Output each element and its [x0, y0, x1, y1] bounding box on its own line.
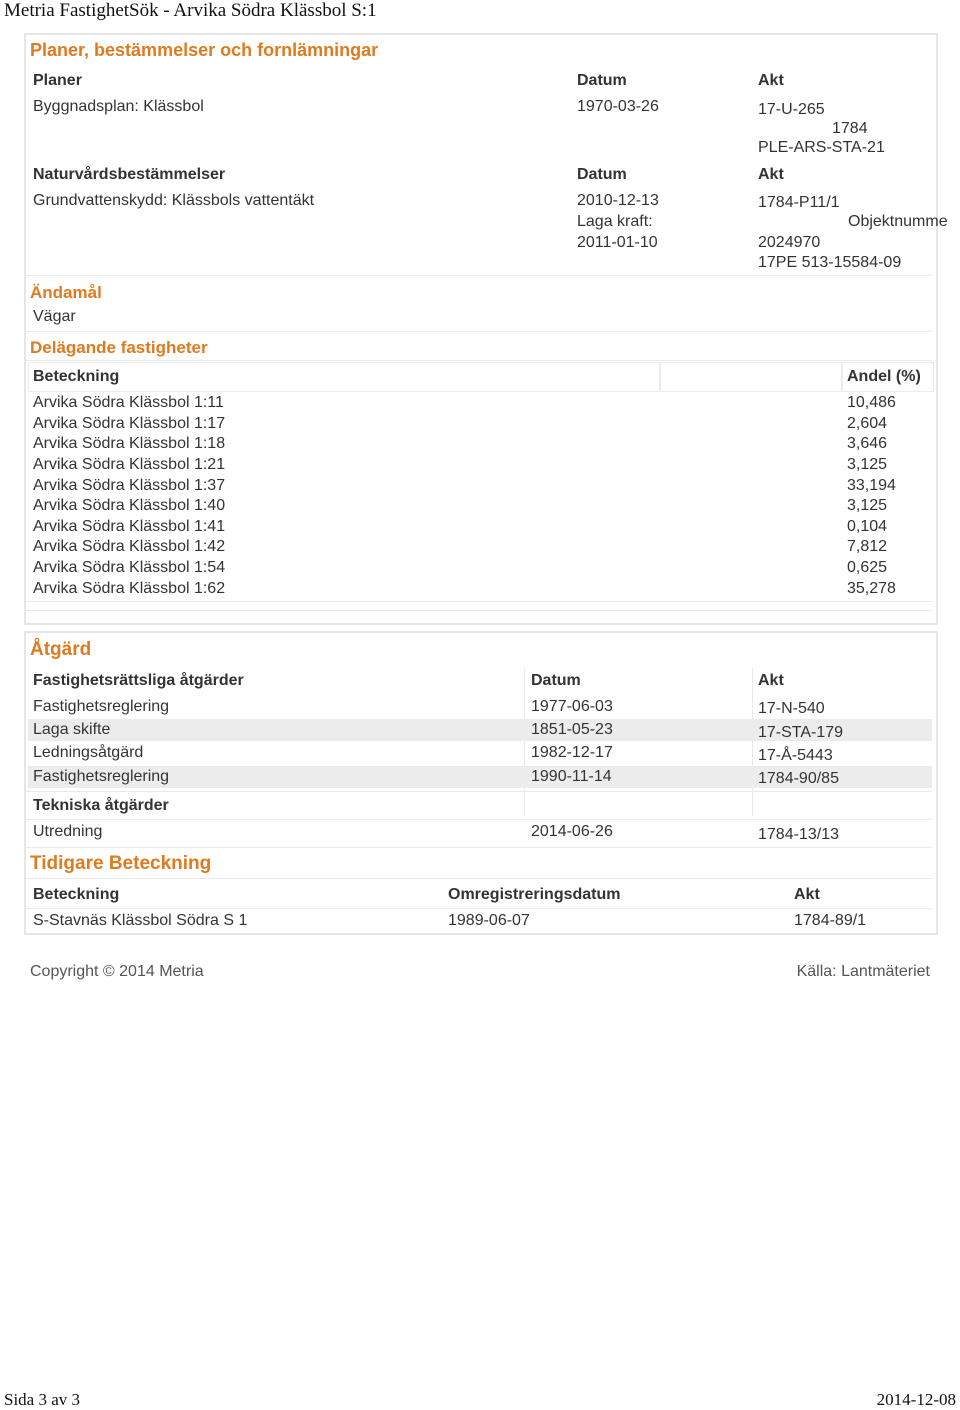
- plan-date: 1970-03-26: [577, 98, 659, 115]
- divider: [26, 791, 932, 792]
- atgard-title: Åtgärd: [30, 639, 92, 660]
- planer-header-name: Planer: [33, 72, 82, 89]
- column-divider: [524, 668, 525, 816]
- natur-laga-label: Laga kraft:: [577, 213, 653, 230]
- delagande-row-share: 3,646: [847, 435, 888, 452]
- fr-row-akt: 17-N-540: [758, 700, 825, 717]
- delagande-row-name: Arvika Södra Klässbol 1:11: [33, 394, 224, 411]
- divider: [26, 847, 932, 848]
- tidigare-header-akt: Akt: [794, 886, 820, 903]
- natur-akt-2: 2024970: [758, 234, 821, 251]
- delagande-row-share: 33,194: [847, 477, 896, 494]
- fr-row-name: Ledningsåtgärd: [33, 744, 144, 761]
- natur-laga-date: 2011-01-10: [577, 234, 658, 251]
- natur-akt-1: 1784-P11/1: [758, 194, 840, 211]
- delagande-row-share: 2,604: [847, 415, 888, 432]
- fr-row-date: 1851-05-23: [531, 721, 613, 738]
- delagande-row-share: 35,278: [847, 580, 896, 597]
- divider: [26, 275, 932, 276]
- fr-row-akt: 1784-90/85: [758, 770, 839, 787]
- tidigare-header-datum: Omregistreringsdatum: [448, 886, 621, 903]
- fr-header-datum: Datum: [531, 672, 581, 689]
- tekniska-date: 2014-06-26: [531, 823, 613, 840]
- delagande-row-name: Arvika Södra Klässbol 1:21: [33, 456, 226, 473]
- tidigare-title: Tidigare Beteckning: [30, 853, 212, 874]
- natur-header-akt: Akt: [758, 166, 784, 183]
- delagande-row-share: 3,125: [847, 497, 888, 514]
- natur-akt-3: 17PE 513-15584-09: [758, 254, 902, 271]
- tidigare-header-beteckning: Beteckning: [33, 886, 120, 903]
- fr-row-date: 1982-12-17: [531, 744, 613, 761]
- delagande-row-name: Arvika Södra Klässbol 1:18: [33, 435, 226, 452]
- fr-row-name: Fastighetsreglering: [33, 698, 170, 715]
- print-date: 2014-12-08: [876, 1390, 956, 1409]
- tekniska-akt: 1784-13/13: [758, 826, 839, 843]
- plan-akt-3: PLE-ARS-STA-21: [758, 139, 885, 156]
- delagande-row-share: 0,104: [847, 518, 888, 535]
- planer-frame: [24, 33, 938, 625]
- natur-header-datum: Datum: [577, 166, 627, 183]
- page-number: Sida 3 av 3: [4, 1390, 81, 1409]
- header-cell: [28, 362, 660, 392]
- source-credit: Källa: Lantmäteriet: [796, 963, 930, 980]
- delagande-row-share: 3,125: [847, 456, 888, 473]
- fr-header-name: Fastighetsrättsliga åtgärder: [33, 672, 244, 689]
- delagande-row-name: Arvika Södra Klässbol 1:37: [33, 477, 226, 494]
- andamal-value: Vägar: [33, 308, 76, 325]
- header-cell: [660, 362, 842, 392]
- divider: [26, 908, 932, 909]
- andamal-title: Ändamål: [30, 283, 102, 302]
- fr-row-akt: 17-STA-179: [758, 724, 844, 741]
- fr-row-akt: 17-Å-5443: [758, 747, 833, 764]
- plan-akt-1: 17-U-265: [758, 101, 825, 118]
- natur-header-name: Naturvårdsbestämmelser: [33, 166, 226, 183]
- tekniska-name: Utredning: [33, 823, 103, 840]
- natur-objekt-label: Objektnumme: [848, 213, 948, 230]
- divider: [26, 878, 932, 879]
- divider: [26, 610, 932, 611]
- delagande-row-share: 7,812: [847, 538, 888, 555]
- tidigare-row-date: 1989-06-07: [448, 912, 530, 929]
- column-divider: [752, 668, 753, 816]
- planer-section-title: Planer, bestämmelser och fornlämningar: [30, 40, 379, 60]
- delagande-row-name: Arvika Södra Klässbol 1:40: [33, 497, 226, 514]
- delagande-row-share: 10,486: [847, 394, 896, 411]
- fr-header-akt: Akt: [758, 672, 784, 689]
- delagande-row-name: Arvika Södra Klässbol 1:62: [33, 580, 226, 597]
- divider: [26, 360, 932, 361]
- fr-row-name: Fastighetsreglering: [33, 768, 170, 785]
- delagande-header-beteckning: Beteckning: [33, 368, 120, 385]
- fr-row-date: 1990-11-14: [531, 768, 612, 785]
- planer-header-akt: Akt: [758, 72, 784, 89]
- delagande-header-andel: Andel (%): [847, 368, 921, 385]
- plan-akt-2: 1784: [832, 120, 868, 137]
- tidigare-row-akt: 1784-89/1: [794, 912, 867, 929]
- delagande-title: Delägande fastigheter: [30, 338, 208, 357]
- delagande-row-name: Arvika Södra Klässbol 1:42: [33, 538, 226, 555]
- fr-row-name: Laga skifte: [33, 721, 111, 738]
- natur-name: Grundvattenskydd: Klässbols vattentäkt: [33, 192, 315, 209]
- delagande-row-name: Arvika Södra Klässbol 1:41: [33, 518, 226, 535]
- natur-date: 2010-12-13: [577, 192, 659, 209]
- delagande-row-share: 0,625: [847, 559, 888, 576]
- copyright: Copyright © 2014 Metria: [30, 963, 204, 980]
- plan-name: Byggnadsplan: Klässbol: [33, 98, 204, 115]
- tekniska-header: Tekniska åtgärder: [33, 797, 169, 814]
- delagande-row-name: Arvika Södra Klässbol 1:54: [33, 559, 226, 576]
- planer-header-datum: Datum: [577, 72, 627, 89]
- divider: [26, 331, 932, 332]
- divider: [26, 601, 932, 602]
- page-title: Metria FastighetSök - Arvika Södra Klässbol S:1: [4, 0, 377, 21]
- divider: [26, 819, 932, 820]
- tidigare-row-name: S-Stavnäs Klässbol Södra S 1: [33, 912, 248, 929]
- fr-row-date: 1977-06-03: [531, 698, 613, 715]
- delagande-row-name: Arvika Södra Klässbol 1:17: [33, 415, 226, 432]
